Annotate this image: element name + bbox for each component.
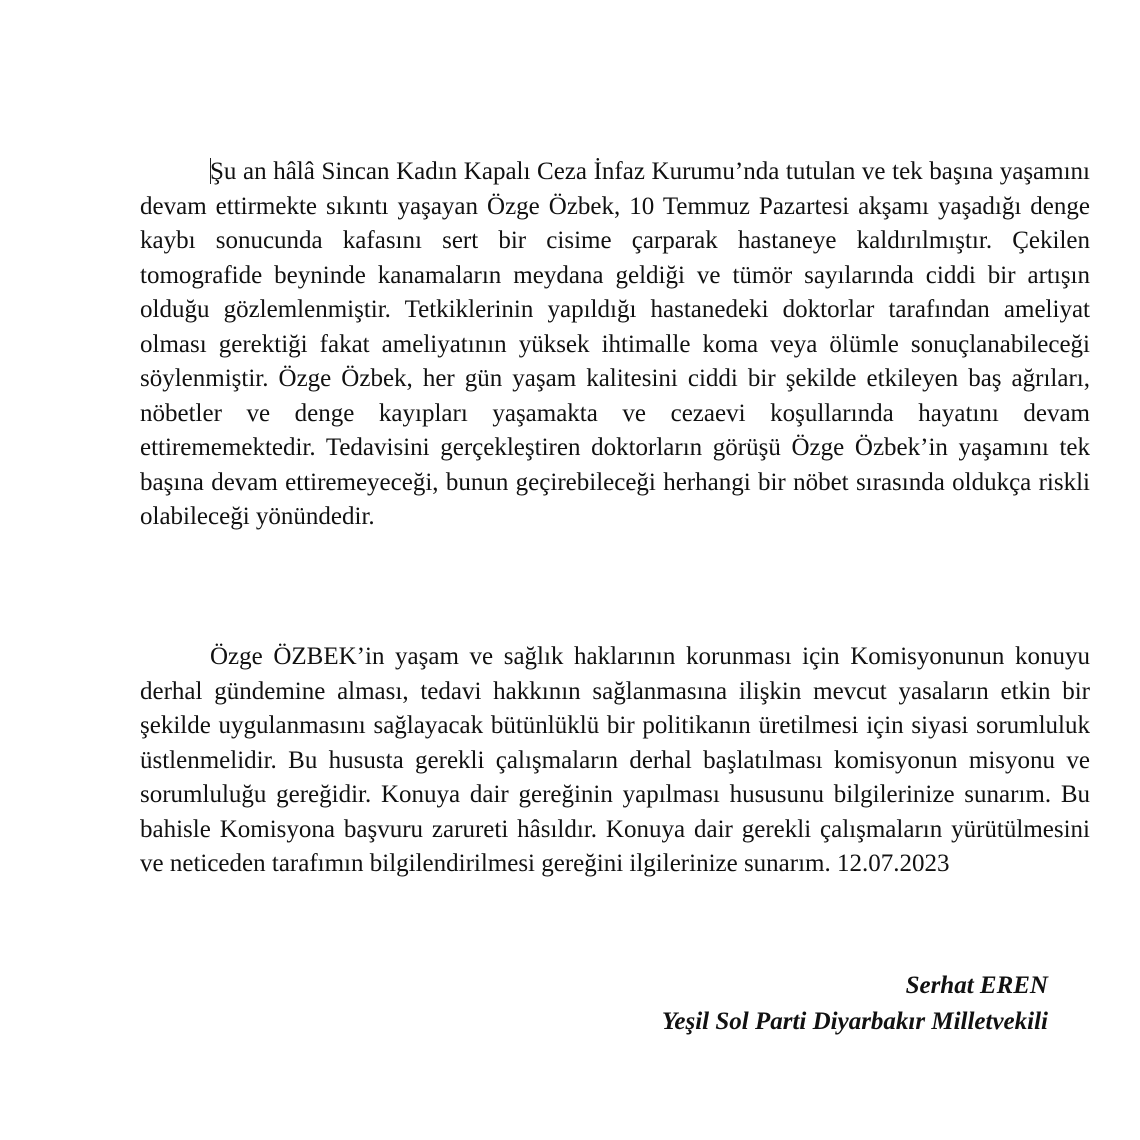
signature-block xyxy=(662,968,1048,1040)
paragraph-1-text: Şu an hâlâ Sincan Kadın Kapalı Ceza İnfaz Kurumu’nda tutulan ve tek başına yaşamını devam ettirmekte sıkıntı yaşayan Özge Özbek, 10 Temmuz Pazartesi akşamı yaşadığı denge kaybı sonucunda kafasını sert bir cisime çarparak hastaneye kaldırılmıştır. Çekilen tomografide beyninde kanamaların meydana geldiği ve tümör sayılarında ciddi bir artışın olduğu gözlemlenmiştir. Tetkiklerinin yapıldığı hastanedeki doktorlar tarafından ameliyat olması gerektiği fakat ameliyatının yüksek ihtimalle koma veya ölümle sonuçlanabileceği söylenmiştir. Özge Özbek, her gün yaşam kalitesini ciddi bir şekilde etkileyen baş ağrıları, nöbetler ve denge kayıpları yaşamakta ve cezaevi koşullarında hayatını devam ettirememektedir. Tedavisini gerçekleştiren doktorların görüşü Özge Özbek’in yaşamını tek başına devam ettiremeyeceği, bunun geçirebileceği herhangi bir nöbet sırasında oldukça riskli olabileceği yönündedir. xyxy=(140,158,1090,530)
paragraph-1 xyxy=(140,155,1090,535)
paragraph-2 xyxy=(140,640,1090,882)
signature-name: Serhat EREN xyxy=(905,972,1048,999)
paragraph-2-text: Özge ÖZBEK’in yaşam ve sağlık haklarının korunması için Komisyonunun konuyu derhal gündemine alması, tedavi hakkının sağlanmasına ilişkin mevcut yasaların etkin bir şekilde uygulanmasını sağlayacak bütünlüklü bir politikanın üretilmesi için siyasi sorumluluk üstlenmelidir. Bu hususta gerekli çalışmaların derhal başlatılması komisyonun misyonu ve sorumluluğu gereğidir. Konuya dair gereğinin yapılması hususunu bilgilerinize sunarım. Bu bahisle Komisyona başvuru zarureti hâsıldır. Konuya dair gerekli çalışmaların yürütülmesini ve neticeden tarafımın bilgilendirilmesi gereğini ilgilerinize sunarım. 12.07.2023 xyxy=(140,643,1090,877)
signature-title: Yeşil Sol Parti Diyarbakır Milletvekili xyxy=(661,1008,1048,1035)
